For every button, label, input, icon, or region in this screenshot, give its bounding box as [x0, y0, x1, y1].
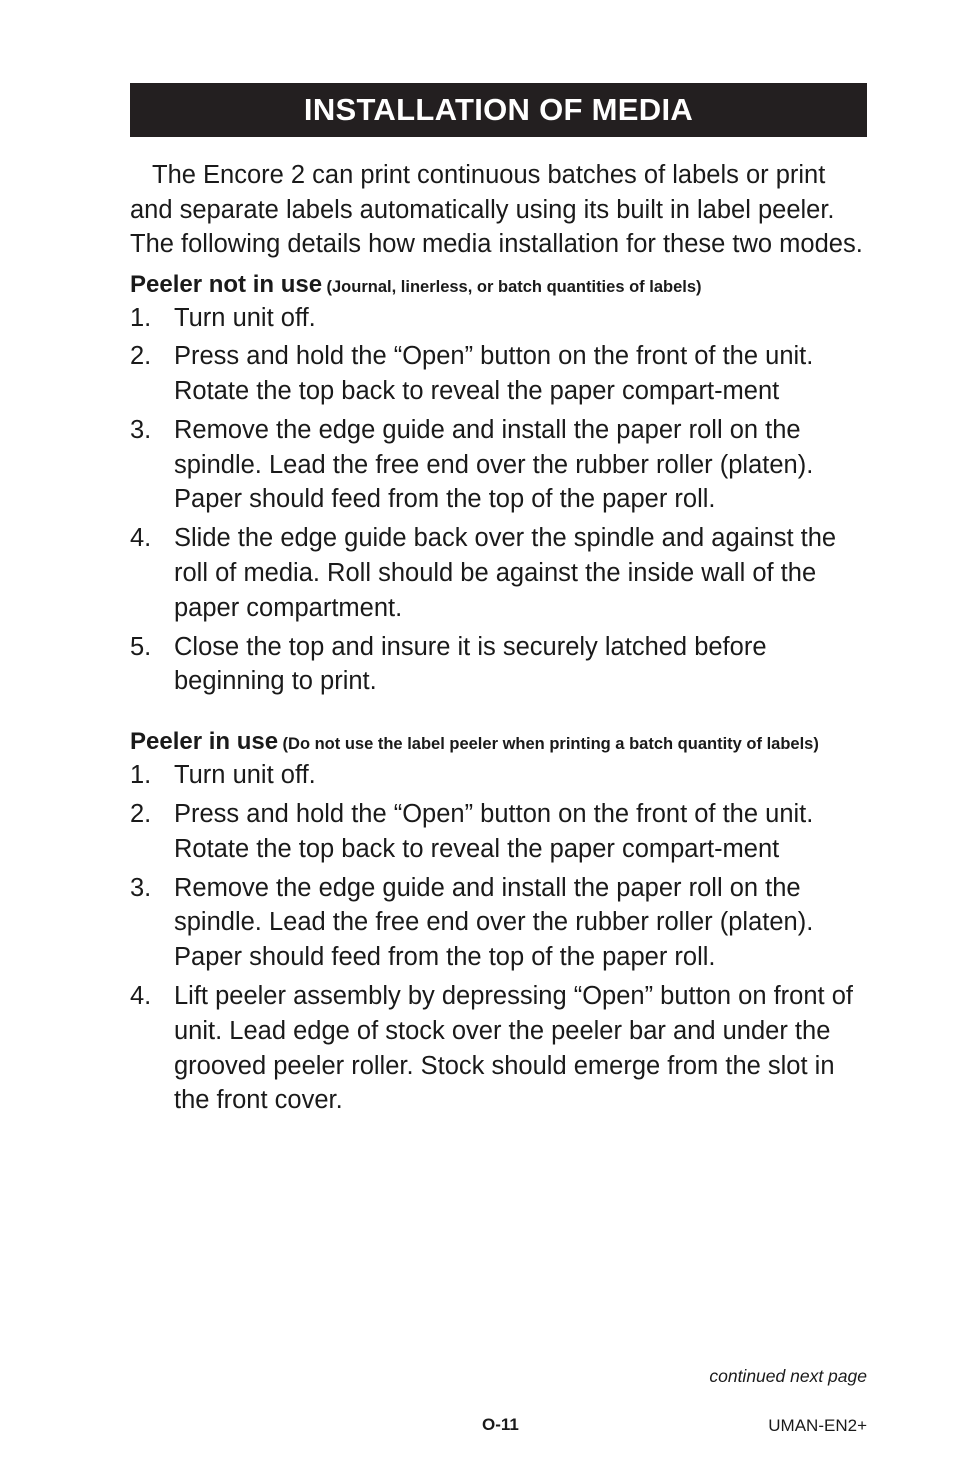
step-text: Press and hold the “Open” button on the front of the unit. Rotate the top back to reveal the paper compart-ment	[174, 342, 814, 406]
page-title: INSTALLATION OF MEDIA	[130, 83, 867, 137]
step-number: 2.	[130, 800, 152, 829]
section-subtitle: (Journal, linerless, or batch quantities of labels)	[326, 277, 702, 296]
section-title: Peeler in use	[130, 728, 279, 756]
step-text: Slide the edge guide back over the spindle and against the roll of media. Roll should be against the inside wall of the paper compartment.	[174, 524, 837, 622]
continued-note: continued next page	[709, 1366, 867, 1386]
list-item	[130, 871, 870, 975]
step-number: 1.	[130, 303, 152, 332]
step-text: Remove the edge guide and install the paper roll on the spindle. Lead the free end over the rubber roller (platen). Paper should feed from the top of the paper roll.	[174, 873, 814, 972]
step-text: Close the top and insure it is securely latched before beginning to print.	[174, 632, 767, 696]
step-number: 1.	[130, 761, 152, 790]
step-text: Remove the edge guide and install the paper roll on the spindle. Lead the free end over the rubber roller (platen). Paper should feed from the top of the paper roll.	[174, 415, 814, 514]
step-number: 4.	[130, 982, 152, 1011]
list-item	[130, 630, 870, 700]
document-body	[130, 158, 870, 1122]
step-text: Lift peeler assembly by depressing “Open” button on front of unit. Lead edge of stock over the peeler bar and under the grooved peeler roller. Stock should emerge from the slot in the front cover.	[174, 982, 853, 1115]
steps-list-peeler-in-use	[130, 758, 870, 1118]
step-text: Turn unit off.	[174, 761, 316, 790]
list-item	[130, 339, 870, 409]
page-number: O-11	[482, 1415, 519, 1434]
list-item	[130, 979, 870, 1118]
list-item	[130, 521, 870, 625]
section-title: Peeler not in use	[130, 270, 323, 298]
list-item	[130, 758, 870, 793]
list-item	[130, 797, 870, 867]
intro-paragraph: The Encore 2 can print continuous batches of labels or print and separate labels automatically using its built in label peeler. The following details how media installation for these two modes.	[130, 161, 863, 258]
document-code: UMAN-EN2+	[768, 1416, 867, 1435]
section-subtitle: (Do not use the label peeler when printing a batch quantity of labels)	[282, 735, 819, 754]
step-number: 3.	[130, 415, 152, 444]
steps-list-peeler-not-in-use	[130, 301, 870, 700]
list-item	[130, 413, 870, 517]
step-text: Turn unit off.	[174, 303, 316, 332]
step-number: 2.	[130, 342, 152, 371]
section-heading-peeler-in-use	[130, 729, 870, 758]
step-text: Press and hold the “Open” button on the front of the unit. Rotate the top back to reveal the paper compart-ment	[174, 800, 814, 863]
step-number: 3.	[130, 873, 152, 902]
section-heading-peeler-not-in-use	[130, 272, 870, 301]
step-number: 4.	[130, 524, 152, 553]
step-number: 5.	[130, 632, 152, 661]
list-item	[130, 301, 870, 336]
